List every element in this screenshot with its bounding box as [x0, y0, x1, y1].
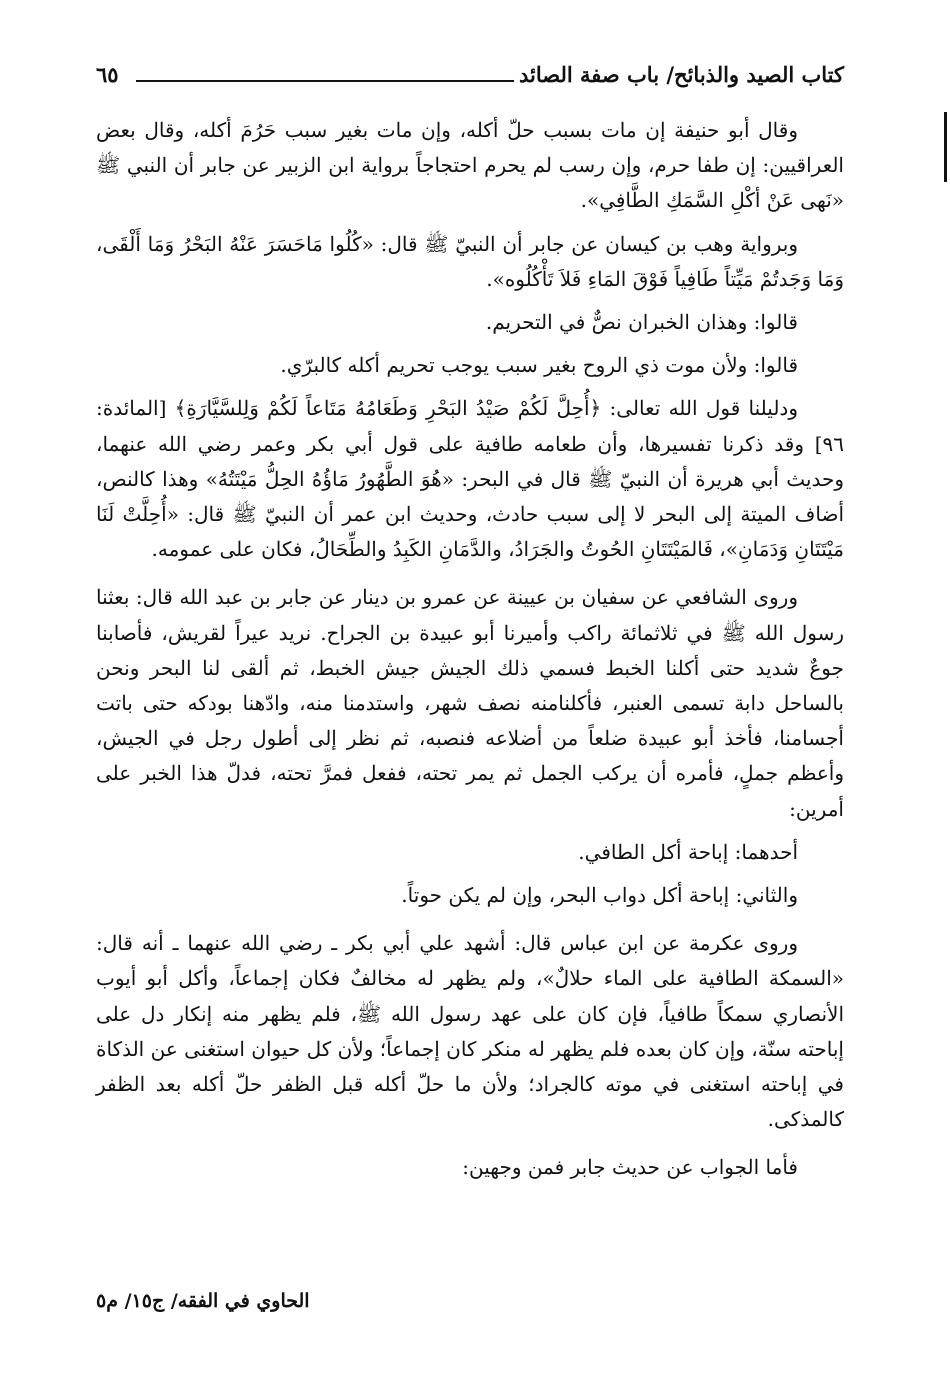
paragraph: وروى الشافعي عن سفيان بن عيينة عن عمرو بن دينار عن جابر بن عبد الله قال: بعثنا رسول الله ﷺ في ثلاثمائة راكب وأميرنا أبو عبيدة بن الجراح. نريد عيراً لقريش، فأصابنا جوعٌ شديد حتى أكلنا الخبط فسمي ذلك الجيش جيش الخبط، ثم ألقى لنا البحر ونحن بالساحل دابة تسمى العنبر، فأكلنامنه نصف شهر، واستدمنا منه، وادّهنا بودكه حتى باتت أجسامنا، فأخذ أبو عبيدة ضلعاً من أضلاعه فنصبه، ثم نظر إلى أطول رجل في الجيش، وأعظم جملٍ، فأمره أن يركب الجمل ثم يمر تحته، ففعل فمرَّ تحته، فدلّ هذا الخبر على أمرين: [96, 585, 844, 821]
paragraph: والثاني: إباحة أكل دواب البحر، وإن لم يكن حوتاً. [401, 883, 798, 908]
page-number: ٦٥ [96, 62, 119, 87]
paragraph: فأما الجواب عن حديث جابر فمن وجهين: [462, 1155, 798, 1180]
paragraph: أحدهما: إباحة أكل الطافي. [578, 839, 798, 864]
footer-signature [96, 1290, 844, 1312]
paragraph: قالوا: ولأن موت ذي الروح بغير سبب يوجب تحريم أكله كالبرّي. [280, 353, 798, 378]
volume-signature: الحاوي في الفقه/ ج١٥/ م٥ [96, 1290, 310, 1312]
running-header [96, 58, 844, 98]
header-rule [136, 80, 514, 82]
page-edge-mark [944, 112, 947, 182]
paragraph: قالوا: وهذان الخبران نصٌّ في التحريم. [485, 310, 798, 335]
paragraph: وبرواية وهب بن كيسان عن جابر أن النبيّ ﷺ قال: «كُلُوا مَاحَسَرَ عَنْهُ البَحْرُ وَمَا أَلْقَى، وَمَا وَجَدتُمْ مَيِّتاً طَافِياً فَوْقَ المَاءِ فَلاَ تَأْكُلُوه». [96, 231, 844, 291]
chapter-title: كتاب الصيد والذبائح/ باب صفة الصائد [518, 62, 844, 87]
paragraph: وقال أبو حنيفة إن مات بسبب حلّ أكله، وإن مات بغير سبب حَرُمَ أكله، وقال بعض العراقيين: إن طفا حرم، وإن رسب لم يحرم احتجاجاً برواية ابن الزبير عن جابر أن النبي ﷺ «نَهى عَنْ أكْلِ السَّمَكِ الطَّافِي». [96, 118, 844, 213]
paragraph: وروى عكرمة عن ابن عباس قال: أشهد علي أبي بكر ـ رضي الله عنهما ـ أنه قال: «السمكة الطافية على الماء حلالٌ»، ولم يظهر له مخالفٌ فكان إجماعاً، وأكل أبو أيوب الأنصاري سمكاً طافياً، فإن كان على عهد رسول الله ﷺ، فلم يظهر منه إنكار دل على إباحته سنّة، وإن كان بعده فلم يظهر له منكر كان إجماعاً؛ ولأن كل حيوان استغنى عن الذكاة في إباحته استغنى في موته كالجراد؛ ولأن ما حلّ أكله قبل الظفر حلّ أكله بعد الظفر كالمذكى. [96, 931, 844, 1132]
paragraph: ودليلنا قول الله تعالى: ﴿أُحِلَّ لَكُمْ صَيْدُ البَحْرِ وَطَعَامُهُ مَتَاعاً لَكُمْ وَلِلسَّيَّارَةِ﴾ [المائدة: ٩٦] وقد ذكرنا تفسيرها، وأن طعامه طافية على قول أبي بكر وعمر رضي الله عنهما، وحديث أبي هريرة أن النبيّ ﷺ قال في البحر: «هُوَ الطَّهُورُ مَاؤُهُ الحِلُّ مَيْتَتُهُ» وهذا كالنص، أضاف الميتة إلى البحر لا إلى سبب حادث، وحديث ابن عمر أن النبيّ ﷺ قال: «أُحِلَّتْ لَنَا مَيْتَتَانِ وَدَمَانِ»، فَالمَيْتَتَانِ الحُوتُ والجَرَادُ، والدَّمَانِ الكَبِدُ والطِّحَالُ، فكان على عمومه. [96, 396, 845, 562]
body-text [96, 113, 844, 1186]
